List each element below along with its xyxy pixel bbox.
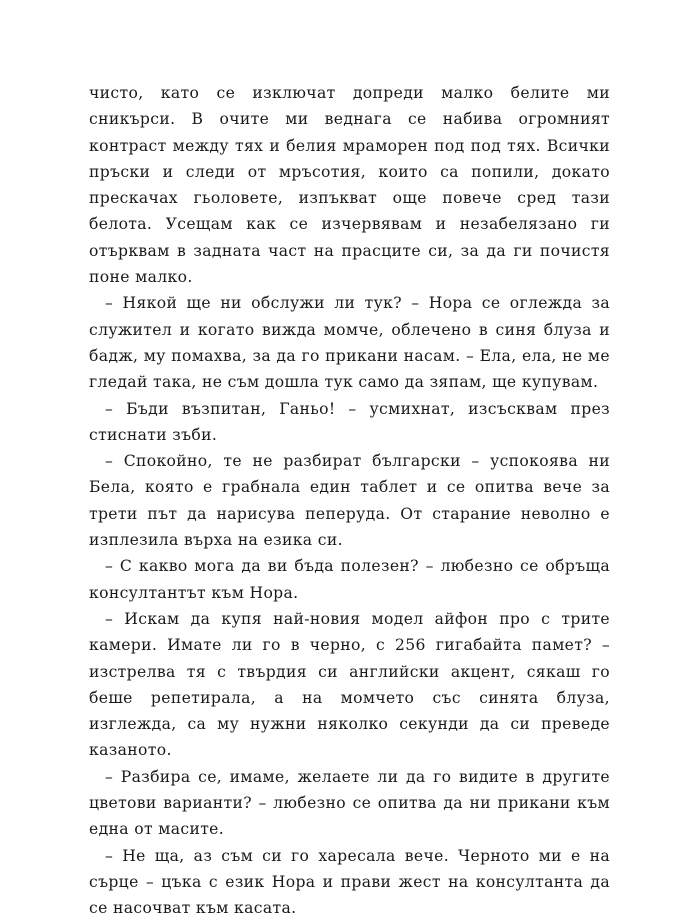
- paragraph-dialogue-nora-asks-service: – Някой ще ни обслужи ли тук? – Нора се оглежда за служител и когато вижда момче, облечено в синя блуза и бадж, му помахва, за да го прикани насам. – Ела, ела, не ме гледай така, не съм дошла тук само да зяпам, ще купувам.: [89, 294, 610, 392]
- paragraph-dialogue-nora-decides: – Не ща, аз съм си го харесала вече. Черното ми е на сърце – цъка с език Нора и прави жест на консултанта да се насочват към касата.: [89, 846, 610, 918]
- paragraph-dialogue-be-polite: – Бъди възпитан, Ганьо! – усмихнат, изсъсквам през стиснати зъби.: [89, 399, 610, 444]
- paragraph-dialogue-consultant-offers: – Разбира се, имаме, желаете ли да го видите в другите цветови варианти? – любезно се опитва да ни прикани към една от масите.: [89, 767, 610, 839]
- document-page: [89, 80, 610, 922]
- paragraph-dialogue-bela-calms: – Спокойно, те не разбират български – успокоява ни Бела, която е грабнала един таблет и се опитва вече за трети път да нарисува пеперуда. От старание неволно е изплезила върха на езика си.: [89, 452, 610, 550]
- paragraph-continuation: чисто, като се изключат допреди малко белите ми сникърси. В очите ми веднага се набива огромният контраст между тях и белия мраморен под под тях. Всички пръски и следи от мръсотия, които са попили, докато прескачах гьоловете, изпъкват още повече сред тази белота. Усещам как се изчервявам и незабелязано ги отърквам в задната част на прасците си, за да ги почистя поне малко.: [89, 84, 610, 287]
- paragraph-dialogue-nora-orders: – Искам да купя най-новия модел айфон про с трите камери. Имате ли го в черно, с 256 гигабайта памет? – изстрелва тя с твърдия си английски акцент, сякаш го беше репетирала, а на момчето със синята блуза, изглежда, са му нужни няколко секунди да си преведе казаното.: [89, 609, 610, 760]
- paragraph-dialogue-consultant-asks: – С какво мога да ви бъда полезен? – любезно се обръща консултантът към Нора.: [89, 557, 610, 602]
